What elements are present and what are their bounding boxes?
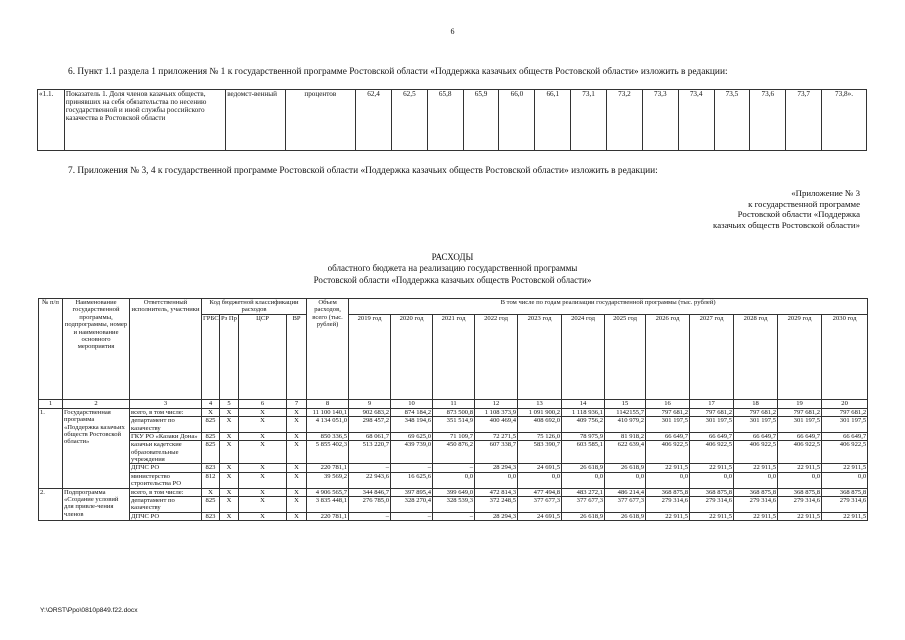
csr-cell: X	[239, 488, 287, 496]
column-number: 12	[475, 399, 518, 408]
year-value-cell: 377 677,3	[605, 496, 646, 512]
header-budget-code: Код бюджетной классификации расходов	[202, 299, 307, 315]
year-value-cell: 22 911,5	[690, 464, 734, 472]
table-title	[0, 252, 905, 286]
year-value-cell: 301 197,5	[690, 417, 734, 433]
year-value-cell: 368 875,8	[778, 488, 822, 496]
year-value-cell: 486 214,4	[605, 488, 646, 496]
year-value-cell: 368 875,8	[690, 488, 734, 496]
csr-cell: X	[239, 417, 287, 433]
year-value-cell: –	[391, 512, 433, 520]
rzpr-cell: X	[220, 432, 239, 440]
table-row	[39, 472, 868, 488]
year-value-cell: 472 814,3	[475, 488, 518, 496]
year-value-cell: 1 118 936,1	[562, 408, 605, 416]
vr-cell: X	[287, 472, 307, 488]
header-year: 2030 год	[822, 314, 868, 399]
year-value-cell: 22 943,6	[349, 472, 391, 488]
year-value-cell: 372 248,5	[475, 496, 518, 512]
year-value-cell: 0,0	[690, 472, 734, 488]
year-value-cell: 439 739,0	[391, 441, 433, 464]
total-cell: 850 336,5	[307, 432, 349, 440]
year-value-cell: 406 922,5	[690, 441, 734, 464]
paragraph-6: 6. Пункт 1.1 раздела 1 приложения № 1 к государственной программе Ростовской области «Поддержка казачьих обществ Ростовской области» изложить в редакции:	[68, 67, 728, 77]
paragraph-7: 7. Приложения № 3, 4 к государственной программе Ростовской области «Поддержка казачьих обществ Ростовской области» изложить в редакции:	[68, 166, 658, 176]
year-value-cell: 410 979,2	[605, 417, 646, 433]
year-value-cell: 24 691,5	[518, 464, 562, 472]
total-cell: 220 781,1	[307, 464, 349, 472]
year-value-cell: 0,0	[475, 472, 518, 488]
indicator-value: 73,2	[607, 90, 643, 151]
column-number: 13	[518, 399, 562, 408]
year-value-cell: 1142155,7	[605, 408, 646, 416]
header-year: 2022 год	[475, 314, 518, 399]
total-cell: 220 781,1	[307, 512, 349, 520]
header-volume: Объем расходов, всего (тыс. рублей)	[307, 299, 349, 400]
header-year: 2020 год	[391, 314, 433, 399]
title-line: РАСХОДЫ	[431, 252, 474, 262]
year-value-cell: 477 494,8	[518, 488, 562, 496]
column-number: 18	[734, 399, 778, 408]
header-csr: ЦСР	[239, 314, 287, 399]
year-value-cell: –	[433, 464, 475, 472]
indicator-value: 62,5	[391, 90, 427, 151]
column-number: 8	[307, 399, 349, 408]
year-value-cell: 351 514,9	[433, 417, 475, 433]
responsible-cell: казачьи кадетские образовательные учреждения	[130, 441, 202, 464]
column-number: 20	[822, 399, 868, 408]
appendix-line: «Приложение № 3	[791, 188, 860, 198]
header-years-group: В том числе по годам реализации государственной программы (тыс. рублей)	[349, 299, 868, 315]
responsible-cell: ГКУ РО «Казаки Дона»	[130, 432, 202, 440]
year-value-cell: 0,0	[778, 472, 822, 488]
table-row	[39, 488, 868, 496]
responsible-cell: ДПЧС РО	[130, 512, 202, 520]
grbs-cell: 825	[202, 441, 220, 464]
year-value-cell: 607 338,7	[475, 441, 518, 464]
year-value-cell: 450 876,2	[433, 441, 475, 464]
appendix-header	[655, 188, 860, 231]
year-value-cell: 71 109,7	[433, 432, 475, 440]
header-year: 2027 год	[690, 314, 734, 399]
grbs-cell: 823	[202, 512, 220, 520]
year-value-cell: 344 846,7	[349, 488, 391, 496]
indicator-value: 73,8».	[822, 90, 867, 151]
appendix-line: Ростовской области «Поддержка	[737, 209, 860, 220]
column-number: 17	[690, 399, 734, 408]
year-value-cell: 377 677,3	[562, 496, 605, 512]
indicator-row	[38, 90, 867, 151]
year-value-cell: 368 875,8	[734, 488, 778, 496]
group-number: 2.	[39, 488, 63, 521]
year-value-cell: 406 922,5	[734, 441, 778, 464]
indicator-value: 66,1	[535, 90, 571, 151]
column-number: 9	[349, 399, 391, 408]
rzpr-cell: X	[220, 417, 239, 433]
column-number: 16	[646, 399, 690, 408]
year-value-cell: 26 618,9	[562, 464, 605, 472]
csr-cell: X	[239, 472, 287, 488]
table-row	[39, 512, 868, 520]
year-value-cell: 22 911,5	[734, 464, 778, 472]
grbs-cell: X	[202, 408, 220, 416]
year-value-cell: 26 618,9	[605, 512, 646, 520]
header-year: 2028 год	[734, 314, 778, 399]
rzpr-cell: X	[220, 472, 239, 488]
indicator-value: 62,4	[356, 90, 392, 151]
year-value-cell: 28 294,3	[475, 512, 518, 520]
responsible-cell: всего, в том числе:	[130, 488, 202, 496]
year-value-cell: 276 785,0	[349, 496, 391, 512]
column-number: 1	[39, 399, 63, 408]
year-value-cell: 0,0	[646, 472, 690, 488]
year-value-cell: 902 683,2	[349, 408, 391, 416]
header-rzpr: Рз Пр	[220, 314, 239, 399]
year-value-cell: 66 649,7	[822, 432, 868, 440]
indicator-value: 73,7	[786, 90, 822, 151]
year-value-cell: 22 911,5	[778, 512, 822, 520]
table-row	[39, 496, 868, 512]
csr-cell: X	[239, 408, 287, 416]
vr-cell: X	[287, 417, 307, 433]
indicator-value: 73,1	[571, 90, 607, 151]
total-cell: 3 835 448,1	[307, 496, 349, 512]
year-value-cell: 301 197,5	[822, 417, 868, 433]
column-number: 10	[391, 399, 433, 408]
year-value-cell: 1 091 900,2	[518, 408, 562, 416]
year-value-cell: 0,0	[822, 472, 868, 488]
year-value-cell: 301 197,5	[778, 417, 822, 433]
year-value-cell: 279 314,6	[690, 496, 734, 512]
vr-cell: X	[287, 496, 307, 512]
year-value-cell: 81 918,2	[605, 432, 646, 440]
header-year: 2026 год	[646, 314, 690, 399]
column-number: 6	[239, 399, 287, 408]
year-value-cell: 298 457,2	[349, 417, 391, 433]
vr-cell: X	[287, 408, 307, 416]
year-value-cell: 397 895,4	[391, 488, 433, 496]
responsible-cell: департамент по казачеству	[130, 496, 202, 512]
year-value-cell: 583 390,7	[518, 441, 562, 464]
year-value-cell: 22 911,5	[822, 512, 868, 520]
total-cell: 4 906 565,7	[307, 488, 349, 496]
table-row	[39, 417, 868, 433]
file-path-footer: Y:\ORST\Ppo\0810p849.f22.docx	[40, 607, 138, 614]
year-value-cell: 78 975,9	[562, 432, 605, 440]
year-value-cell: 406 922,5	[822, 441, 868, 464]
year-value-cell: 603 585,1	[562, 441, 605, 464]
indicator-value: 73,4	[678, 90, 714, 151]
year-value-cell: –	[349, 464, 391, 472]
year-value-cell: 797 681,2	[734, 408, 778, 416]
grbs-cell: 812	[202, 472, 220, 488]
year-value-cell: –	[391, 464, 433, 472]
indicator-value: 65,8	[427, 90, 463, 151]
year-value-cell: 797 681,2	[822, 408, 868, 416]
year-value-cell: 66 649,7	[690, 432, 734, 440]
year-value-cell: 301 197,5	[734, 417, 778, 433]
year-value-cell: 26 618,9	[562, 512, 605, 520]
grbs-cell: 823	[202, 464, 220, 472]
grbs-cell: X	[202, 488, 220, 496]
year-value-cell: 483 272,1	[562, 488, 605, 496]
column-number: 3	[130, 399, 202, 408]
table-row	[39, 441, 868, 464]
total-cell: 39 569,2	[307, 472, 349, 488]
year-value-cell: 0,0	[734, 472, 778, 488]
year-value-cell: 26 618,9	[605, 464, 646, 472]
year-value-cell: 328 270,4	[391, 496, 433, 512]
header-year: 2023 год	[518, 314, 562, 399]
column-number: 2	[63, 399, 130, 408]
column-number: 11	[433, 399, 475, 408]
header-responsible: Ответственный исполнитель, участники	[130, 299, 202, 400]
year-value-cell: 22 911,5	[822, 464, 868, 472]
responsible-cell: департамент по казачеству	[130, 417, 202, 433]
year-value-cell: 301 197,5	[646, 417, 690, 433]
year-value-cell: 0,0	[518, 472, 562, 488]
year-value-cell: 513 220,7	[349, 441, 391, 464]
year-value-cell: 797 681,2	[778, 408, 822, 416]
year-value-cell: 874 184,2	[391, 408, 433, 416]
expenses-table	[38, 298, 868, 521]
column-number: 4	[202, 399, 220, 408]
year-value-cell: 16 625,6	[391, 472, 433, 488]
year-value-cell: 22 911,5	[646, 464, 690, 472]
year-value-cell: 0,0	[605, 472, 646, 488]
year-value-cell: 66 649,7	[778, 432, 822, 440]
indicator-value: 65,9	[463, 90, 499, 151]
header-year: 2019 год	[349, 314, 391, 399]
year-value-cell: 797 681,2	[646, 408, 690, 416]
group-name: Подпрограмма «Создание условий для привле-чения членов	[63, 488, 130, 521]
header-num: № п/п	[39, 299, 63, 400]
header-year: 2025 год	[605, 314, 646, 399]
responsible-cell: ДПЧС РО	[130, 464, 202, 472]
rzpr-cell: X	[220, 464, 239, 472]
year-value-cell: 279 314,6	[646, 496, 690, 512]
year-value-cell: 279 314,6	[778, 496, 822, 512]
indicator-value: 66,0	[499, 90, 535, 151]
appendix-line: к государственной программе	[748, 198, 860, 209]
year-value-cell: 0,0	[433, 472, 475, 488]
year-value-cell: 66 649,7	[646, 432, 690, 440]
indicator-type: ведомст-венный	[226, 90, 285, 151]
year-value-cell: 279 314,6	[822, 496, 868, 512]
year-value-cell: 69 625,0	[391, 432, 433, 440]
csr-cell: X	[239, 496, 287, 512]
year-value-cell: 22 911,5	[690, 512, 734, 520]
title-line: Ростовской области «Поддержка казачьих обществ Ростовской области»	[313, 274, 592, 285]
year-value-cell: 408 692,0	[518, 417, 562, 433]
rzpr-cell: X	[220, 488, 239, 496]
vr-cell: X	[287, 488, 307, 496]
year-value-cell: 409 756,2	[562, 417, 605, 433]
rzpr-cell: X	[220, 408, 239, 416]
year-value-cell: 406 922,5	[778, 441, 822, 464]
header-name: Наименование государственной программы, подпрограммы, номер и наименование основного мероприятия	[63, 299, 130, 400]
year-value-cell: 22 911,5	[646, 512, 690, 520]
csr-cell: X	[239, 464, 287, 472]
table-row	[39, 408, 868, 416]
csr-cell: X	[239, 432, 287, 440]
total-cell: 11 100 140,1	[307, 408, 349, 416]
header-grbs: ГРБС	[202, 314, 220, 399]
responsible-cell: министерство строительства РО	[130, 472, 202, 488]
year-value-cell: 406 922,5	[646, 441, 690, 464]
vr-cell: X	[287, 432, 307, 440]
grbs-cell: 825	[202, 496, 220, 512]
header-year: 2029 год	[778, 314, 822, 399]
rzpr-cell: X	[220, 441, 239, 464]
header-year: 2021 год	[433, 314, 475, 399]
column-number-row	[39, 399, 868, 408]
indicator-value: 73,6	[750, 90, 786, 151]
year-value-cell: 368 875,8	[646, 488, 690, 496]
column-number: 7	[287, 399, 307, 408]
year-value-cell: 328 539,3	[433, 496, 475, 512]
total-cell: 4 134 051,0	[307, 417, 349, 433]
rzpr-cell: X	[220, 496, 239, 512]
indicator-table	[37, 89, 867, 151]
year-value-cell: 873 500,8	[433, 408, 475, 416]
page-number: 6	[450, 27, 455, 36]
year-value-cell: 22 911,5	[734, 512, 778, 520]
year-value-cell: 0,0	[562, 472, 605, 488]
rzpr-cell: X	[220, 512, 239, 520]
column-number: 19	[778, 399, 822, 408]
grbs-cell: 825	[202, 432, 220, 440]
responsible-cell: всего, в том числе:	[130, 408, 202, 416]
column-number: 5	[220, 399, 239, 408]
vr-cell: X	[287, 441, 307, 464]
total-cell: 5 855 402,3	[307, 441, 349, 464]
indicator-number: «1.1.	[38, 90, 65, 151]
group-name: Государственная программа «Поддержка казачьих обществ Ростовской области»	[63, 408, 130, 488]
year-value-cell: 75 126,0	[518, 432, 562, 440]
csr-cell: X	[239, 512, 287, 520]
year-value-cell: 348 194,6	[391, 417, 433, 433]
year-value-cell: –	[349, 512, 391, 520]
vr-cell: X	[287, 512, 307, 520]
indicator-name: Показатель 1. Доля членов казачьих обществ, принявших на себя обязательства по несению государственной и иной службы российского казачества в Ростовской области	[64, 90, 225, 151]
year-value-cell: 400 469,4	[475, 417, 518, 433]
table-row	[39, 432, 868, 440]
vr-cell: X	[287, 464, 307, 472]
year-value-cell: 377 677,3	[518, 496, 562, 512]
year-value-cell: 1 108 373,9	[475, 408, 518, 416]
header-year: 2024 год	[562, 314, 605, 399]
year-value-cell: 797 681,2	[690, 408, 734, 416]
group-number: 1.	[39, 408, 63, 488]
grbs-cell: 825	[202, 417, 220, 433]
column-number: 14	[562, 399, 605, 408]
year-value-cell: 28 294,3	[475, 464, 518, 472]
year-value-cell: –	[433, 512, 475, 520]
year-value-cell: 24 691,5	[518, 512, 562, 520]
table-row	[39, 464, 868, 472]
year-value-cell: 68 061,7	[349, 432, 391, 440]
indicator-value: 73,3	[642, 90, 678, 151]
header-vr: ВР	[287, 314, 307, 399]
year-value-cell: 279 314,6	[734, 496, 778, 512]
year-value-cell: 72 271,5	[475, 432, 518, 440]
title-line: областного бюджета на реализацию государственной программы	[327, 263, 578, 274]
csr-cell: X	[239, 441, 287, 464]
indicator-unit: процентов	[285, 90, 356, 151]
year-value-cell: 622 639,4	[605, 441, 646, 464]
year-value-cell: 22 911,5	[778, 464, 822, 472]
year-value-cell: 399 649,0	[433, 488, 475, 496]
year-value-cell: 66 649,7	[734, 432, 778, 440]
appendix-line: казачьих обществ Ростовской области»	[713, 220, 860, 231]
column-number: 15	[605, 399, 646, 408]
header-row-1	[39, 299, 868, 315]
indicator-value: 73,5	[714, 90, 750, 151]
year-value-cell: 368 875,8	[822, 488, 868, 496]
